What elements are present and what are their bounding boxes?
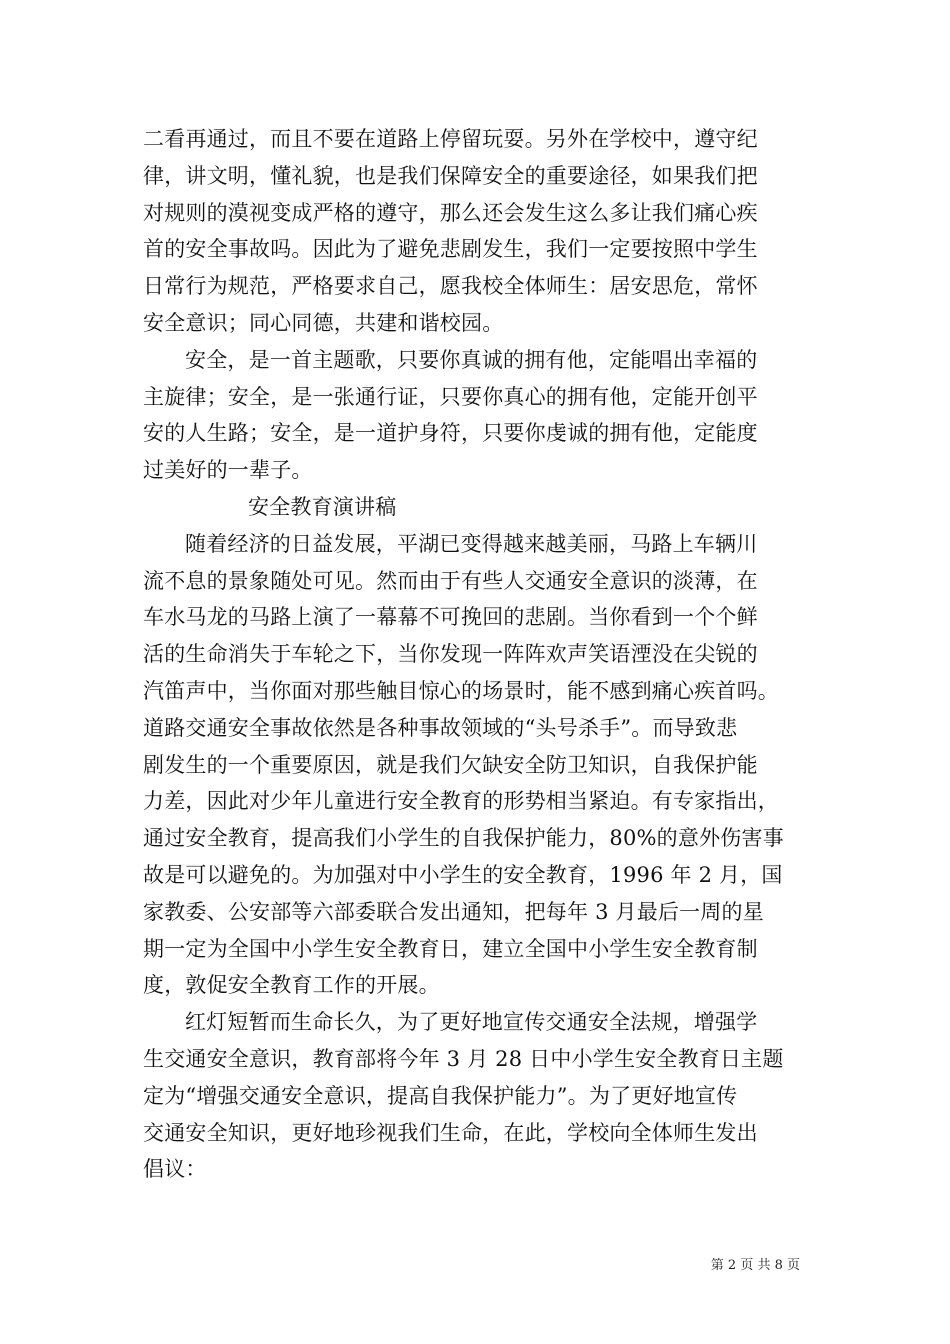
text-line: 流不息的景象随处可见。然而由于有些人交通安全意识的淡薄，在 [143, 568, 758, 593]
paragraph-1 [143, 121, 815, 342]
text-line: 安全意识；同心同德，共建和谐校园。 [143, 310, 504, 335]
text-line: 安全，是一首主题歌，只要你真诚的拥有他，定能唱出幸福的 [185, 347, 758, 372]
text-line: 汽笛声中，当你面对那些触目惊心的场景时，能不感到痛心疾首吗。 [143, 678, 779, 703]
text-line: 交通安全知识，更好地珍视我们生命，在此，学校向全体师生发出 [143, 1120, 758, 1145]
text-line: 期一定为全国中小学生安全教育日，建立全国中小学生安全教育制 [143, 936, 758, 961]
paragraph-2 [143, 342, 815, 489]
text-line: 道路交通安全事故依然是各种事故领域的“头号杀手”。而导致悲 [143, 715, 738, 740]
text-line: 倡议： [143, 1157, 207, 1182]
text-line: 生交通安全意识，教育部将今年 3 月 28 日中小学生安全教育日主题 [143, 1046, 784, 1071]
text-line: 定为“增强交通安全意识，提高自我保护能力”。为了更好地宣传 [143, 1083, 738, 1108]
text-line: 主旋律；安全，是一张通行证，只要你真心的拥有他，定能开创平 [143, 384, 758, 409]
text-line: 首的安全事故吗。因此为了避免悲剧发生，我们一定要按照中学生 [143, 237, 758, 262]
text-line: 对规则的漠视变成严格的遵守，那么还会发生这么多让我们痛心疾 [143, 200, 758, 225]
page-indicator: 第 2 页 共 8 页 [710, 1258, 800, 1273]
text-line: 过美好的一辈子。 [143, 458, 313, 483]
text-line: 红灯短暂而生命长久，为了更好地宣传交通安全法规，增强学 [185, 1010, 758, 1035]
paragraph-4 [143, 1004, 815, 1188]
text-line: 律，讲文明，懂礼貌，也是我们保障安全的重要途径，如果我们把 [143, 163, 758, 188]
text-line: 随着经济的日益发展，平湖已变得越来越美丽，马路上车辆川 [185, 531, 758, 556]
text-line: 故是可以避免的。为加强对中小学生的安全教育，1996 年 2 月，国 [143, 862, 783, 887]
text-line: 度，敦促安全教育工作的开展。 [143, 973, 440, 998]
paragraph-3 [143, 526, 815, 1004]
text-line: 剧发生的一个重要原因，就是我们欠缺安全防卫知识，自我保护能 [143, 752, 758, 777]
text-line: 家教委、公安部等六部委联合发出通知，把每年 3 月最后一周的星 [143, 899, 764, 924]
text-line: 安的人生路；安全，是一道护身符，只要你虔诚的拥有他，定能度 [143, 421, 758, 446]
text-line: 活的生命消失于车轮之下，当你发现一阵阵欢声笑语湮没在尖锐的 [143, 642, 758, 667]
text-line: 车水马龙的马路上演了一幕幕不可挽回的悲剧。当你看到一个个鲜 [143, 605, 758, 630]
text-line: 日常行为规范，严格要求自己，愿我校全体师生：居安思危，常怀 [143, 274, 758, 299]
text-line: 通过安全教育，提高我们小学生的自我保护能力，80%的意外伤害事 [143, 826, 784, 851]
section-title: 安全教育演讲稿 [248, 494, 397, 519]
text-line: 力差，因此对少年儿童进行安全教育的形势相当紧迫。有专家指出， [143, 789, 779, 814]
text-line: 二看再通过，而且不要在道路上停留玩耍。另外在学校中，遵守纪 [143, 127, 758, 151]
document-body [143, 121, 815, 1188]
